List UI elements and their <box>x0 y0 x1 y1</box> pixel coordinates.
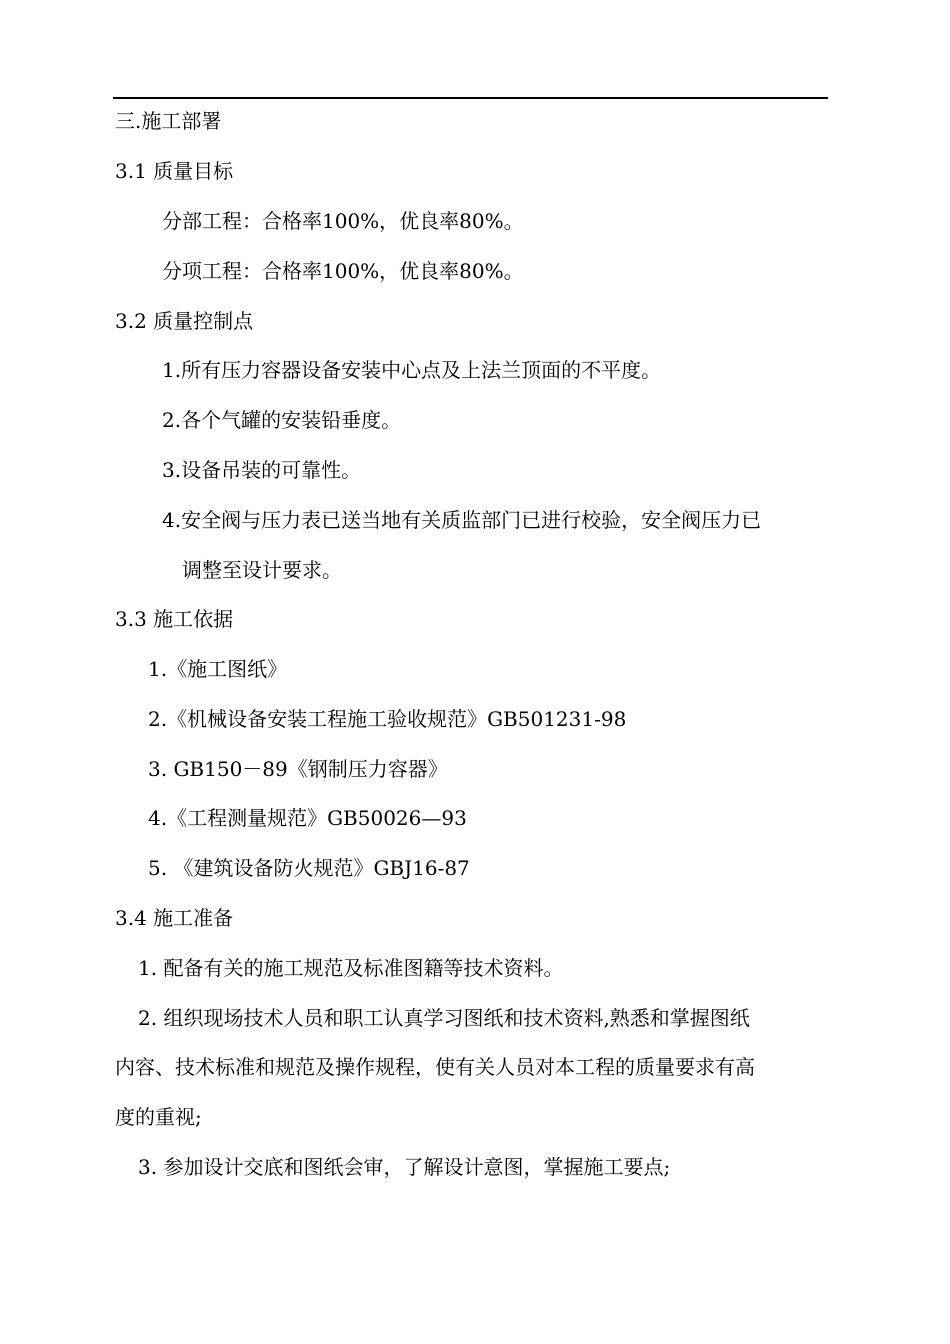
control-point-item: 2.各个气罐的安装铅垂度。 <box>162 408 402 432</box>
heading-construction-basis: 3.3 施工依据 <box>115 607 234 631</box>
prep-item-continued: 内容、技术标准和规范及操作规程，使有关人员对本工程的质量要求有高 <box>115 1055 755 1079</box>
prep-item-continued: 度的重视; <box>115 1105 202 1129</box>
basis-item: 5. 《建筑设备防火规范》GBJ16-87 <box>148 856 470 880</box>
control-point-item: 4.安全阀与压力表已送当地有关质监部门已进行校验，安全阀压力已 <box>162 508 762 532</box>
heading-quality-goal: 3.1 质量目标 <box>115 159 234 183</box>
basis-item: 4.《工程测量规范》GB50026—93 <box>148 806 467 830</box>
basis-item: 2.《机械设备安装工程施工验收规范》GB501231-98 <box>148 707 627 731</box>
heading-construction-prep: 3.4 施工准备 <box>115 906 234 930</box>
quality-goal-item: 分部工程：合格率100%，优良率80%。 <box>162 209 524 233</box>
basis-item: 3. GB150－89《钢制压力容器》 <box>148 757 448 781</box>
control-point-item: 3.设备吊装的可靠性。 <box>162 458 362 482</box>
section-title: 三.施工部署 <box>115 109 222 133</box>
basis-item: 1.《施工图纸》 <box>148 657 288 681</box>
quality-goal-item: 分项工程：合格率100%，优良率80%。 <box>162 259 524 283</box>
heading-quality-control: 3.2 质量控制点 <box>115 309 254 333</box>
prep-item: 3. 参加设计交底和图纸会审，了解设计意图，掌握施工要点; <box>138 1155 671 1179</box>
control-point-item-continued: 调整至设计要求。 <box>182 558 342 582</box>
prep-item: 1. 配备有关的施工规范及标准图籍等技术资料。 <box>138 956 564 980</box>
control-point-item: 1.所有压力容器设备安装中心点及上法兰顶面的不平度。 <box>162 358 662 382</box>
prep-item: 2. 组织现场技术人员和职工认真学习图纸和技术资料,熟悉和掌握图纸 <box>138 1006 750 1030</box>
header-rule <box>113 97 828 99</box>
